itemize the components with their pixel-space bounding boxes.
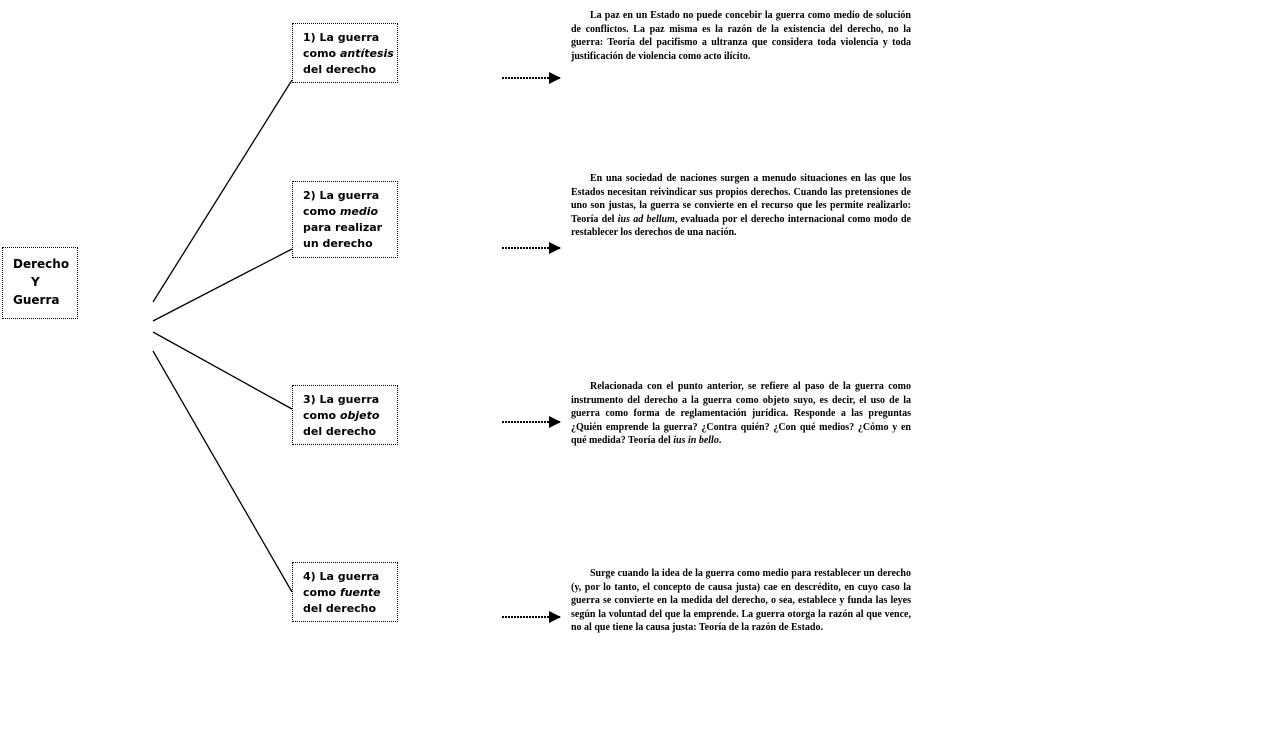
branch-4-como: como — [303, 586, 340, 599]
branch-3-rest: del derecho — [303, 425, 377, 438]
branch-1-title: 1) La guerra — [303, 31, 380, 44]
branch-4-keyword: fuente — [339, 586, 381, 599]
branch-node-2 — [292, 181, 398, 258]
description-3-text-end: . — [718, 435, 722, 447]
branch-1-rest: del derecho — [303, 63, 377, 76]
description-2-text: En una sociedad de naciones surgen a menudo situaciones en las que los Estados necesitan reivindicar sus propios derechos. Cuando las pretensiones de uno son justas, la guerra se convierte en el recurso que les permite realizarlo: Teoría del — [571, 173, 911, 225]
description-3-text: Relacionada con el punto anterior, se refiere al paso de la guerra como instrumento del derecho a la guerra como objeto suyo, es decir, el uso de la guerra como forma de reglamentación jurídica. Responde a las preguntas ¿Quién emprende la guerra? ¿Contra quién? ¿Con qué medios? ¿Cómo y en qué medida? Teoría del — [571, 381, 911, 447]
branch-node-3 — [292, 385, 398, 445]
branch-1-como: como — [303, 47, 340, 60]
root-label-line-1: Derecho — [13, 257, 70, 271]
branch-2-keyword: medio — [339, 205, 379, 218]
description-4-text: Surge cuando la idea de la guerra como medio para restablecer un derecho (y, por lo tanto, el concepto de causa justa) cae en descrédito, en cuyo caso la guerra se convierte en la medida del derecho, o sea, establece y funda las leyes según la voluntad del que la emprende. La guerra otorga la razón al que vence, no al que tiene la causa justa: Teoría de la razón de Estado. — [571, 568, 911, 634]
connector-line-4 — [153, 351, 292, 592]
branch-3-como-line — [303, 408, 397, 424]
description-3-emphasis: ius in bello — [673, 435, 719, 447]
branch-3-como: como — [303, 409, 340, 422]
connector-line-3 — [153, 332, 292, 409]
branch-1-como-line — [303, 46, 397, 62]
branch-3-title: 3) La guerra — [303, 393, 380, 406]
connector-line-2 — [153, 249, 292, 321]
branch-1-keyword: antítesis — [339, 47, 394, 60]
description-2-text-end: , evaluada por el derecho internacional como modo de restablecer los derechos de una nación. — [571, 213, 911, 239]
branch-2-title: 2) La guerra — [303, 189, 380, 202]
branch-3-keyword: objeto — [339, 409, 380, 422]
root-label-line-3: Guerra — [13, 293, 60, 307]
description-2-emphasis: ius ad bellum — [617, 213, 675, 225]
root-label-line-2: Y — [31, 275, 40, 289]
branch-node-1 — [292, 23, 398, 83]
branch-2-extra: para realizar — [303, 221, 383, 234]
branch-4-como-line — [303, 585, 397, 601]
branch-4-title: 4) La guerra — [303, 570, 380, 583]
connector-line-1 — [153, 80, 292, 302]
branch-2-como: como — [303, 205, 340, 218]
description-1-text: La paz en un Estado no puede concebir la guerra como medio de solución de conflictos. La paz misma es la razón de la existencia del derecho, no la guerra: Teoría del pacifismo a ultranza que considera toda violencia y toda justificación de violencia como acto ilícito. — [571, 10, 911, 62]
branch-node-4 — [292, 562, 398, 622]
branch-2-como-line — [303, 204, 397, 220]
description-2 — [571, 172, 911, 240]
root-node — [2, 247, 78, 319]
description-1 — [571, 9, 911, 63]
description-3 — [571, 380, 911, 448]
branch-2-rest: un derecho — [303, 237, 373, 250]
description-4 — [571, 567, 911, 635]
branch-4-rest: del derecho — [303, 602, 377, 615]
